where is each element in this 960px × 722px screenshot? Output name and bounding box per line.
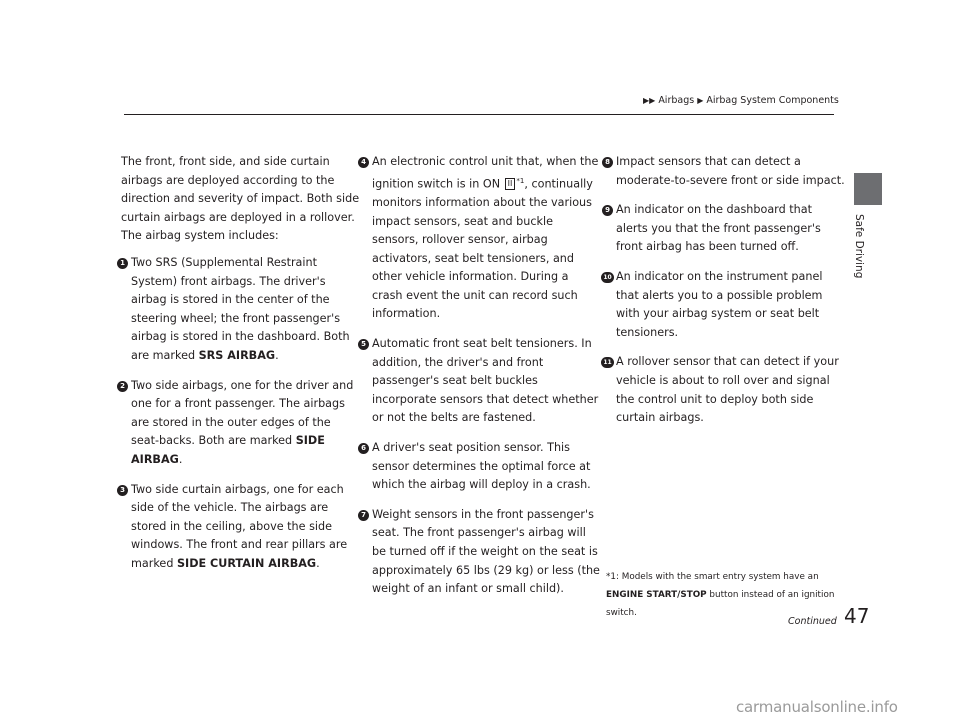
item-number-badge: 11 (601, 357, 614, 368)
arrow-right-icon: ▶▶ (643, 96, 656, 105)
list-item (362, 153, 602, 324)
list-item (603, 268, 846, 342)
item-marking: SIDE AIRBAG (131, 434, 325, 466)
ignition-position-key: II (505, 178, 516, 190)
intro-paragraph: The front, front side, and side curtain airbags are deployed according to the direction and severity of impact. Both side curtain airbags are deployed in a rollover. The airbag system includes: (121, 155, 360, 243)
item-suffix: . (316, 556, 320, 570)
item-text: Two side airbags, one for the driver and one for a front passenger. The airbags are stored in the outer edges of the seat-backs. Both are marked (131, 378, 354, 448)
footnote (606, 568, 846, 622)
footnote-ref[interactable]: *1 (516, 176, 525, 185)
column-3 (603, 153, 846, 439)
breadcrumb (643, 95, 839, 106)
list-item (362, 335, 602, 428)
item-text: A driver's seat position sensor. This sensor determines the optimal force at which the airbag will deploy in a crash. (372, 441, 591, 492)
item-text: Two side curtain airbags, one for each side of the vehicle. The airbags are stored in the ceiling, above the side windows. The front and rear pillars are marked (131, 482, 348, 570)
list-item (121, 254, 361, 366)
item-number-badge: 9 (602, 205, 613, 216)
footnote-text: *1: Models with the smart entry system have an (606, 572, 819, 582)
column-1 (121, 153, 361, 584)
list-item (606, 153, 846, 190)
item-text: An indicator on the dashboard that alerts you that the front passenger's front airbag has been turned off. (616, 203, 821, 254)
list-item (362, 506, 602, 599)
item-text: An electronic control unit that, when the ignition switch is in ON (372, 155, 599, 191)
item-number-badge: 1 (117, 258, 128, 269)
arrow-right-icon: ▶ (697, 96, 704, 105)
list-item (121, 377, 361, 470)
item-suffix: . (178, 452, 183, 466)
item-text-cont: , continually monitors information about the various impact sensors, seat and buckle sensors, rollover sensor, airbag activators, seat belt tensioners, and other vehicle information. During a crash event the unit can record such information. (372, 177, 593, 321)
list-item (603, 353, 846, 427)
footnote-button-name: ENGINE START/STOP (606, 590, 707, 600)
item-text: Automatic front seat belt tensioners. In addition, the driver's and front passenger's seat belt buckles incorporate sensors that detect whether or not the belts are fastened. (372, 337, 599, 425)
item-marking: SRS AIRBAG (198, 348, 276, 362)
item-text: Weight sensors in the front passenger's seat. The front passenger's airbag will be turned off if the weight on the seat is approximately 65 lbs (29 kg) or less (the weight of an infant or small child). (372, 507, 600, 596)
item-number-badge: 4 (358, 157, 369, 168)
item-number-badge: 10 (601, 272, 614, 283)
item-suffix: . (275, 348, 279, 362)
column-2 (362, 153, 602, 610)
item-text: Impact sensors that can detect a moderate-to-severe front or side impact. (616, 155, 845, 187)
item-number-badge: 6 (358, 443, 369, 454)
item-number-badge: 7 (358, 510, 369, 521)
section-tab (854, 173, 882, 205)
header-divider (124, 114, 834, 115)
footnote-text-cont: button instead of an ignition switch. (606, 590, 835, 618)
item-number-badge: 2 (117, 381, 128, 392)
item-text: An indicator on the instrument panel that alerts you to a possible problem with your airbag system or seat belt tensioners. (616, 269, 823, 339)
item-number-badge: 8 (602, 157, 613, 168)
breadcrumb-item-components[interactable]: Airbag System Components (706, 95, 839, 106)
list-item (121, 481, 361, 574)
continued-label: Continued (788, 616, 837, 627)
item-text: Two SRS (Supplemental Restraint System) front airbags. The driver's airbag is stored in the center of the steering wheel; the front passenger's airbag is stored in the dashboard. Both are marked (131, 255, 350, 362)
item-text: A rollover sensor that can detect if your vehicle is about to roll over and signal the control unit to deploy both side curtain airbags. (616, 355, 839, 425)
page-number: 47 (844, 604, 870, 628)
item-number-badge: 5 (358, 339, 369, 350)
list-item (606, 201, 846, 257)
watermark: carmanualsonline.info (736, 698, 898, 716)
section-label-text: Safe Driving (853, 214, 865, 279)
list-item (362, 439, 602, 495)
section-label (851, 214, 867, 284)
item-number-badge: 3 (117, 485, 128, 496)
breadcrumb-item-airbags[interactable]: Airbags (658, 95, 695, 106)
item-marking: SIDE CURTAIN AIRBAG (176, 556, 317, 570)
